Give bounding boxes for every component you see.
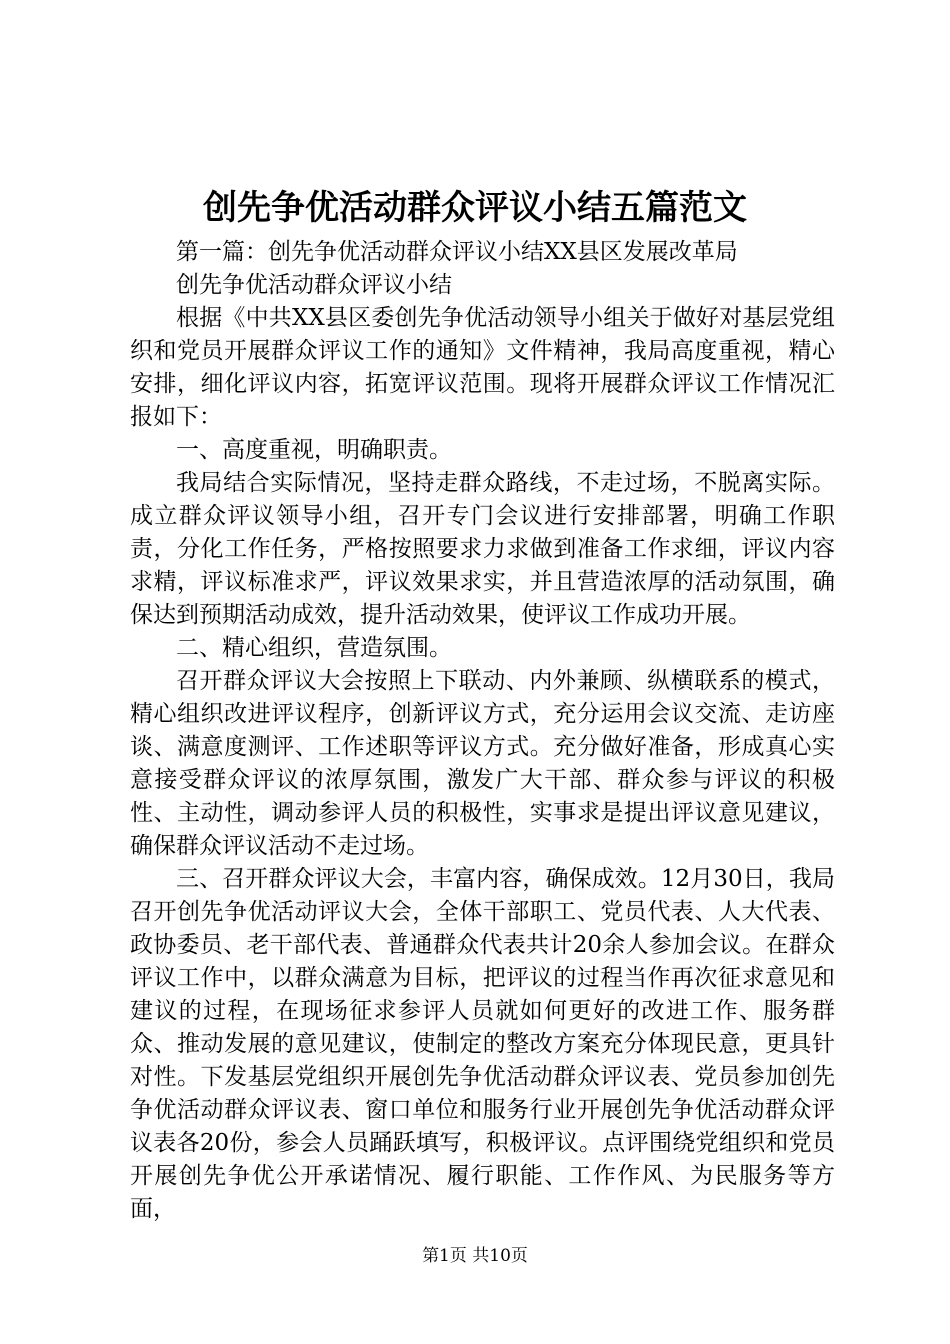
numbered-heading: 一、高度重视，明确职责。 xyxy=(176,437,452,463)
body-paragraph: 我局结合实际情况，坚持走群众路线，不走过场，不脱离实际。成立群众评议领导小组，召开专门会议进行安排部署，明确工作职责，分化工作任务，严格按照要求力求做到准备工作求细，评议内容求精，评议标准求严，评议效果求实，并且营造浓厚的活动氛围，确保达到预期活动成效，提升活动效果，使评议工作成功开展。 xyxy=(130,470,835,628)
body-paragraph: 召开群众评议大会按照上下联动、内外兼顾、纵横联系的模式，精心组织改进评议程序，创新评议方式，充分运用会议交流、走访座谈、满意度测评、工作述职等评议方式。充分做好准备，形成真心实意接受群众评议的浓厚氛围，激发广大干部、群众参与评议的积极性、主动性，调动参评人员的积极性，实事求是提出评议意见建议，确保群众评议活动不走过场。 xyxy=(130,668,835,859)
section-heading-paragraph: 第一篇：创先争优活动群众评议小结XX县区发展改革局 xyxy=(176,239,738,265)
document-title: 创先争优活动群众评议小结五篇范文 xyxy=(203,188,747,228)
numbered-heading: 二、精心组织，营造氛围。 xyxy=(176,635,452,661)
body-paragraph: 根据《中共XX县区委创先争优活动领导小组关于做好对基层党组织和党员开展群众评议工作的通知》文件精神，我局高度重视，精心安排，细化评议内容，拓宽评议范围。现将开展群众评议工作情况汇报如下： xyxy=(130,305,835,430)
body-paragraph: 三、召开群众评议大会，丰富内容，确保成效。12月30日，我局召开创先争优活动评议大会，全体干部职工、党员代表、人大代表、政协委员、老干部代表、普通群众代表共计20余人参加会议。在群众评议工作中，以群众满意为目标，把评议的过程当作再次征求意见和建议的过程，在现场征求参评人员就如何更好的改进工作、服务群众、推动发展的意见建议，使制定的整改方案充分体现民意，更具针对性。下发基层党组织开展创先争优活动群众评议表、党员参加创先争优活动群众评议表、窗口单位和服务行业开展创先争优活动群众评议表各20份，参会人员踊跃填写，积极评议。点评围绕党组织和党员开展创先争优公开承诺情况、履行职能、工作作风、为民服务等方面， xyxy=(130,866,835,1222)
section-subtitle-paragraph: 创先争优活动群众评议小结 xyxy=(176,272,452,298)
document-body xyxy=(130,236,835,1226)
page-footer: 第1页 共10页 xyxy=(422,1246,528,1266)
